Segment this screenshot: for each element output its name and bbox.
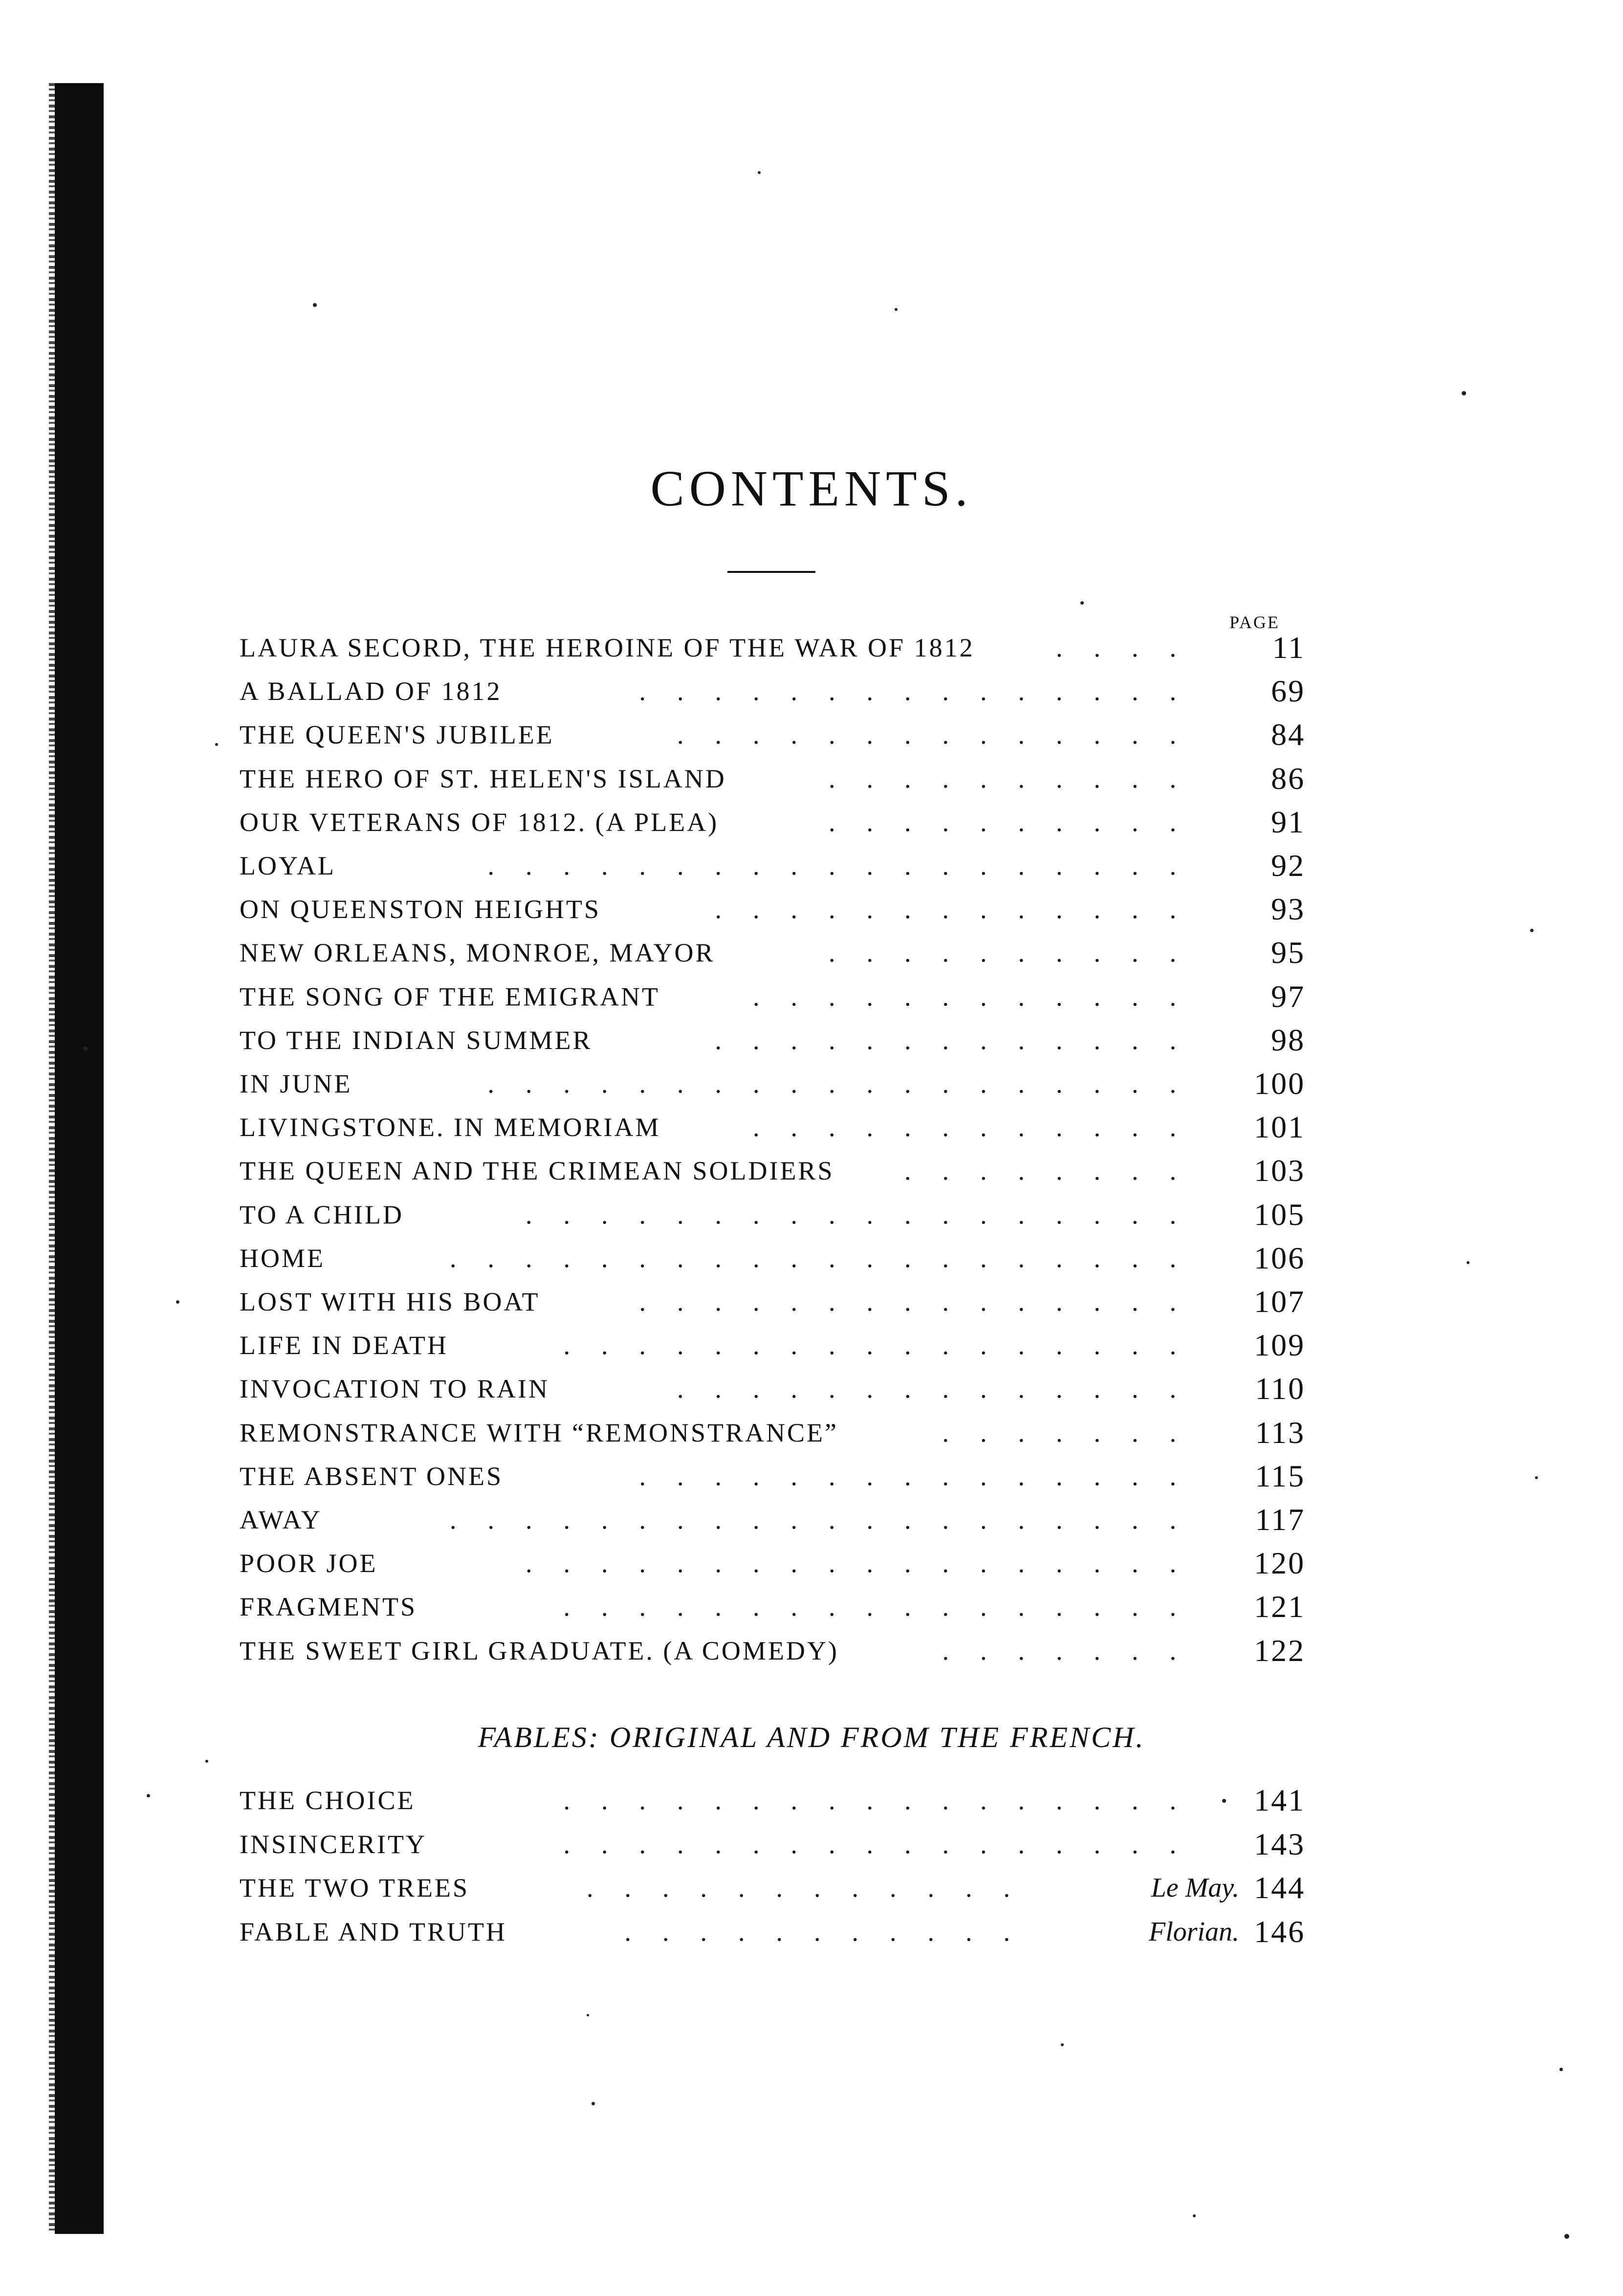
toc-entry-title: A BALLAD OF 1812	[240, 677, 502, 706]
scan-speck	[1222, 1799, 1226, 1803]
toc-entry-page: 86	[1271, 761, 1305, 796]
dot-leader: ...................	[487, 851, 1207, 880]
toc-entry-title: LAURA SECORD, THE HEROINE OF THE WAR OF 1812	[240, 633, 975, 662]
toc-entry-page: 144	[1254, 1870, 1305, 1905]
dot-leader: ..............	[677, 1374, 1207, 1404]
toc-entry-title: THE TWO TREES	[240, 1873, 469, 1902]
scan-speck	[1061, 2043, 1064, 2046]
toc-entry-page: 100	[1254, 1066, 1305, 1101]
dot-leader: ....................	[450, 1505, 1207, 1534]
toc-entry-page: 95	[1271, 935, 1305, 970]
toc-entry-title: LOST WITH HIS BOAT	[240, 1287, 540, 1316]
toc-entry-page: 110	[1255, 1371, 1305, 1406]
toc-entry[interactable]	[240, 1778, 1305, 1822]
toc-entry-page: 91	[1271, 804, 1305, 839]
dot-leader: ..........	[829, 807, 1207, 837]
toc-entry-page: 105	[1254, 1197, 1305, 1232]
toc-entry-title: THE SONG OF THE EMIGRANT	[240, 982, 660, 1011]
toc-entry-page: 107	[1254, 1284, 1305, 1319]
dot-leader: .............	[715, 895, 1207, 924]
toc-entry-title: FRAGMENTS	[240, 1592, 417, 1622]
scan-speck	[1535, 1476, 1538, 1479]
toc-entry-page: 143	[1254, 1826, 1305, 1861]
scan-speck	[895, 308, 898, 311]
toc-entry-title: HOME	[240, 1243, 325, 1273]
scan-speck	[1462, 391, 1466, 395]
toc-entry-page: 120	[1254, 1546, 1305, 1581]
dot-leader: ....................	[450, 1243, 1207, 1273]
toc-entry-page: 106	[1254, 1240, 1305, 1275]
scan-speck	[215, 743, 218, 746]
toc-entry[interactable]	[240, 1866, 1305, 1910]
scan-speck	[147, 1794, 150, 1797]
toc-entry-title: IN JUNE	[240, 1069, 352, 1098]
page-title: CONTENTS.	[650, 460, 973, 517]
toc-entry-page: 101	[1254, 1110, 1305, 1145]
dot-leader: ....	[1056, 633, 1207, 662]
scan-speck	[587, 2014, 589, 2016]
toc-entry-title: INSINCERITY	[240, 1829, 427, 1859]
toc-entry-page: 84	[1271, 717, 1305, 752]
dot-leader: ..................	[526, 1549, 1207, 1578]
toc-entry-title: OUR VETERANS OF 1812. (A PLEA)	[240, 807, 719, 837]
dot-leader: .......	[942, 1636, 1207, 1665]
scan-speck	[1564, 2234, 1569, 2239]
dot-leader: ...........	[624, 1917, 1041, 1946]
toc-entry-page: 92	[1271, 848, 1305, 883]
toc-entry-page: 93	[1271, 892, 1305, 927]
dot-leader: ............	[753, 982, 1207, 1011]
dot-leader: .................	[563, 1786, 1207, 1815]
toc-entry-page: 113	[1255, 1415, 1305, 1450]
dot-leader: .................	[563, 1829, 1207, 1859]
toc-entry-title: THE QUEEN'S JUBILEE	[240, 720, 554, 750]
scan-speck	[1530, 929, 1534, 932]
toc-entry[interactable]	[240, 1910, 1305, 1954]
toc-entry-title: REMONSTRANCE WITH “REMONSTRANCE”	[240, 1418, 838, 1447]
toc-entry-title: THE SWEET GIRL GRADUATE. (A COMEDY)	[240, 1636, 839, 1665]
dot-leader: .......	[942, 1418, 1207, 1447]
toc-entry-title: LOYAL	[240, 851, 336, 880]
toc-entry-title: INVOCATION TO RAIN	[240, 1374, 549, 1404]
scan-speck	[83, 1046, 88, 1051]
dot-leader: ...............	[639, 677, 1207, 706]
toc-entry-page: 109	[1254, 1328, 1305, 1363]
dot-leader: ..........	[829, 764, 1207, 793]
toc-entry-page: 98	[1271, 1022, 1305, 1057]
toc-entry-author: Florian.	[1148, 1916, 1239, 1947]
scan-speck	[1080, 601, 1084, 605]
dot-leader: .............	[715, 1025, 1207, 1055]
scan-speck	[205, 1760, 208, 1763]
dot-leader: ........	[904, 1156, 1207, 1186]
toc-entry-page: 69	[1271, 674, 1305, 709]
toc-entry-title: THE HERO OF ST. HELEN'S ISLAND	[240, 764, 726, 793]
toc-entry-page: 103	[1254, 1153, 1305, 1188]
toc-entry-title: AWAY	[240, 1505, 322, 1534]
toc-entry-page: 141	[1254, 1783, 1305, 1817]
dot-leader: ............	[587, 1873, 1041, 1902]
toc-entry-page: 97	[1271, 979, 1305, 1014]
dot-leader: ...................	[487, 1069, 1207, 1098]
dot-leader: ...............	[639, 1287, 1207, 1316]
scan-speck	[313, 303, 317, 307]
toc-entry-title: NEW ORLEANS, MONROE, MAYOR	[240, 938, 715, 968]
page-column-label: PAGE	[1229, 612, 1280, 632]
toc-entry[interactable]	[240, 1822, 1305, 1866]
scan-speck	[176, 1300, 179, 1304]
toc-entry-page: 11	[1272, 630, 1305, 665]
scan-speck	[1467, 1261, 1469, 1264]
dot-leader: ..................	[526, 1200, 1207, 1229]
toc-entry-title: LIVINGSTONE. IN MEMORIAM	[240, 1113, 661, 1142]
scan-speck	[592, 2102, 595, 2105]
toc-entry-title: POOR JOE	[240, 1549, 378, 1578]
toc-entry-title: TO A CHILD	[240, 1200, 404, 1229]
toc-entry-title: ON QUEENSTON HEIGHTS	[240, 895, 601, 924]
scan-speck	[1193, 2214, 1196, 2217]
toc-entry-title: THE CHOICE	[240, 1786, 416, 1815]
dot-leader: ..............	[677, 720, 1207, 750]
toc-entry-page: 115	[1255, 1458, 1305, 1493]
toc-entry-title: TO THE INDIAN SUMMER	[240, 1025, 592, 1055]
toc-entry-page: 122	[1254, 1633, 1305, 1668]
toc-entry-page: 121	[1254, 1589, 1305, 1624]
dot-leader: ..........	[829, 938, 1207, 968]
toc-entry-page: 117	[1255, 1502, 1305, 1537]
dot-leader: .................	[563, 1592, 1207, 1622]
toc-entry-page: 146	[1254, 1914, 1305, 1949]
dot-leader: ............	[753, 1113, 1207, 1142]
dot-leader: .................	[563, 1331, 1207, 1360]
fables-heading: FABLES: ORIGINAL AND FROM THE FRENCH.	[478, 1721, 1145, 1753]
toc-entry-author: Le May.	[1151, 1873, 1239, 1903]
scan-speck	[758, 171, 761, 174]
scan-speck	[1559, 2068, 1563, 2071]
toc-entry-title: THE ABSENT ONES	[240, 1461, 504, 1491]
toc-entry-title: LIFE IN DEATH	[240, 1331, 448, 1360]
toc-entry-title: THE QUEEN AND THE CRIMEAN SOLDIERS	[240, 1156, 834, 1186]
toc-entry-title: FABLE AND TRUTH	[240, 1917, 507, 1946]
dot-leader: ...............	[639, 1461, 1207, 1491]
